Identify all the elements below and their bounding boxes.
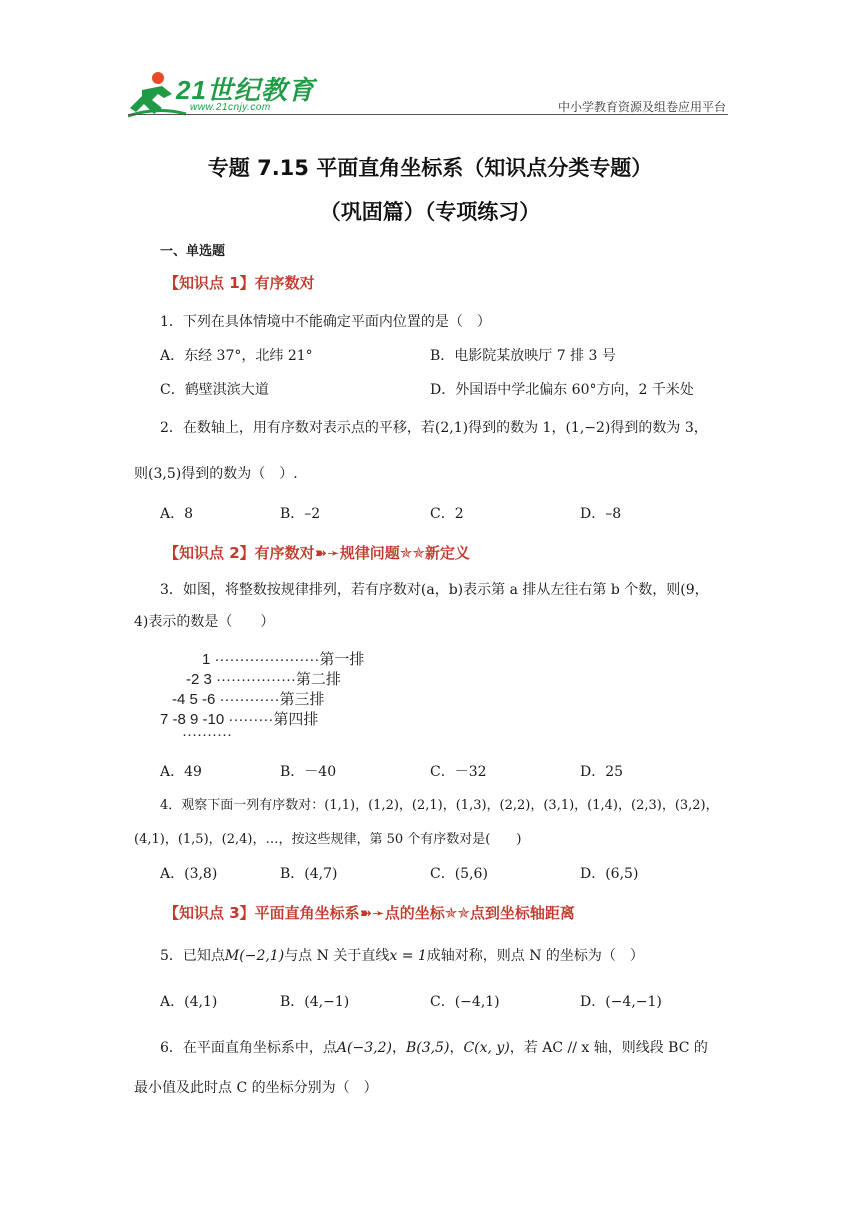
question-5-stem (160, 946, 644, 966)
header-divider (128, 114, 728, 115)
question-3-stem-line2: 4)表示的数是（ ） (134, 614, 275, 630)
q3-option-b: B．－40 (280, 764, 337, 780)
q4-option-c: C．(5,6) (430, 866, 488, 882)
q6-sep-1: ， (391, 1040, 406, 1056)
figure-row-2: -2 3 ················第二排 (186, 671, 341, 688)
figure-row-3: -4 5 -6 ············第三排 (172, 691, 325, 708)
q2-text-e: 得到的数为（ ）. (181, 466, 298, 482)
q5-option-c-label: C． (430, 994, 455, 1010)
q5-option-a-value: (4,1) (184, 994, 218, 1010)
q2-pair-2: (1,−2) (565, 420, 611, 436)
question-2-stem (160, 418, 708, 438)
q2-text-d: 则 (134, 466, 148, 482)
q5-text-c: 成轴对称，则点 N 的坐标为（ ） (426, 948, 644, 964)
knowledge-point-2: 【知识点 2】有序数对➽➛规律问题✯✯新定义 (164, 544, 470, 562)
q6-point-a: A(−3,2) (336, 1040, 392, 1056)
q6-point-b: B(3,5) (405, 1040, 450, 1056)
figure-row-1: 1 ·····················第一排 (202, 651, 365, 668)
question-2-stem-line2 (134, 464, 298, 484)
page-title: 专题 7.15 平面直角坐标系（知识点分类专题） (207, 156, 653, 180)
q6-sep-2: ， (449, 1040, 464, 1056)
question-6-stem (160, 1038, 708, 1058)
q1-option-b: B．电影院某放映厅 7 排 3 号 (430, 348, 616, 364)
q1-option-d: D．外国语中学北偏东 60°方向，2 千米处 (430, 382, 694, 398)
q5-point-m: M(−2,1) (224, 948, 285, 964)
question-3-stem: 3．如图，将整数按规律排列，若有序数对(a，b)表示第 a 排从左往右第 b 个数，则(9， (160, 582, 709, 598)
q5-option-b-value: (4,−1) (304, 994, 350, 1010)
q2-pair-3: (3,5) (148, 466, 182, 482)
q5-option-c (430, 992, 500, 1012)
q5-line: x = 1 (389, 948, 427, 964)
q4-option-b: B．(4,7) (280, 866, 338, 882)
q4-option-d: D．(6,5) (580, 866, 639, 882)
question-6-stem-line2: 最小值及此时点 C 的坐标分别为（ ） (134, 1080, 378, 1096)
q5-option-b-label: B． (280, 994, 305, 1010)
question-4-stem-line2: (4,1)，(1,5)，(2,4)，…，按这些规律，第 50 个有序数对是( ) (134, 832, 522, 847)
q3-option-a: A．49 (160, 764, 202, 780)
q5-option-a-label: A． (160, 994, 185, 1010)
q5-text-a: 5．已知点 (160, 948, 225, 964)
q3-option-d: D．25 (580, 764, 624, 780)
q5-option-d (580, 992, 662, 1012)
q4-option-a: A．(3,8) (160, 866, 218, 882)
logo-text: 21世纪教育 (176, 75, 315, 105)
q2-pair-1: (2,1) (434, 420, 469, 436)
q2-option-b: B．–2 (280, 506, 321, 522)
section-heading: 一、单选题 (160, 244, 226, 259)
platform-label: 中小学教育资源及组卷应用平台 (557, 100, 726, 114)
knowledge-point-1: 【知识点 1】有序数对 (164, 274, 315, 292)
q5-text-b: 与点 N 关于直线 (284, 948, 390, 964)
q5-option-d-value: (−4,−1) (605, 994, 662, 1010)
q1-option-c: C．鹤壁淇滨大道 (160, 382, 269, 398)
knowledge-point-3: 【知识点 3】平面直角坐标系➽➛点的坐标✯✯点到坐标轴距离 (164, 904, 575, 922)
q2-text-a: 2．在数轴上，用有序数对表示点的平移，若 (160, 420, 435, 436)
question-4-stem: 4．观察下面一列有序数对：(1,1)，(1,2)，(2,1)，(1,3)，(2,2)，(3,1)，(1,4)，(2,3)，(3,2)， (160, 798, 719, 813)
q2-option-d: D．–8 (580, 506, 622, 522)
q1-option-a: A．东经 37°，北纬 21° (160, 348, 313, 364)
q2-option-c: C．2 (430, 506, 464, 522)
q5-option-d-label: D． (580, 994, 606, 1010)
q5-option-c-value: (−4,1) (454, 994, 500, 1010)
page-subtitle: （巩固篇）（专项练习） (319, 200, 541, 224)
logo-url: www.21cnjy.com (190, 102, 271, 113)
q2-option-a: A．8 (160, 506, 194, 522)
question-1-stem: 1．下列在具体情境中不能确定平面内位置的是（ ） (160, 314, 491, 330)
q2-text-b: 得到的数为 1， (468, 420, 566, 436)
q5-option-a (160, 992, 217, 1012)
q3-option-c: C．－32 (430, 764, 487, 780)
q5-option-b (280, 992, 349, 1012)
number-triangle-figure (160, 648, 390, 748)
q2-text-c: 得到的数为 3， (610, 420, 708, 436)
q6-point-c: C(x, y) (463, 1040, 510, 1056)
figure-row-4: 7 -8 9 -10 ·········第四排 (160, 711, 319, 728)
figure-row-5: ·········· (182, 726, 232, 743)
q6-text-a: 6．在平面直角坐标系中，点 (160, 1040, 337, 1056)
q6-text-b: ，若 AC // x 轴，则线段 BC 的 (509, 1040, 708, 1056)
